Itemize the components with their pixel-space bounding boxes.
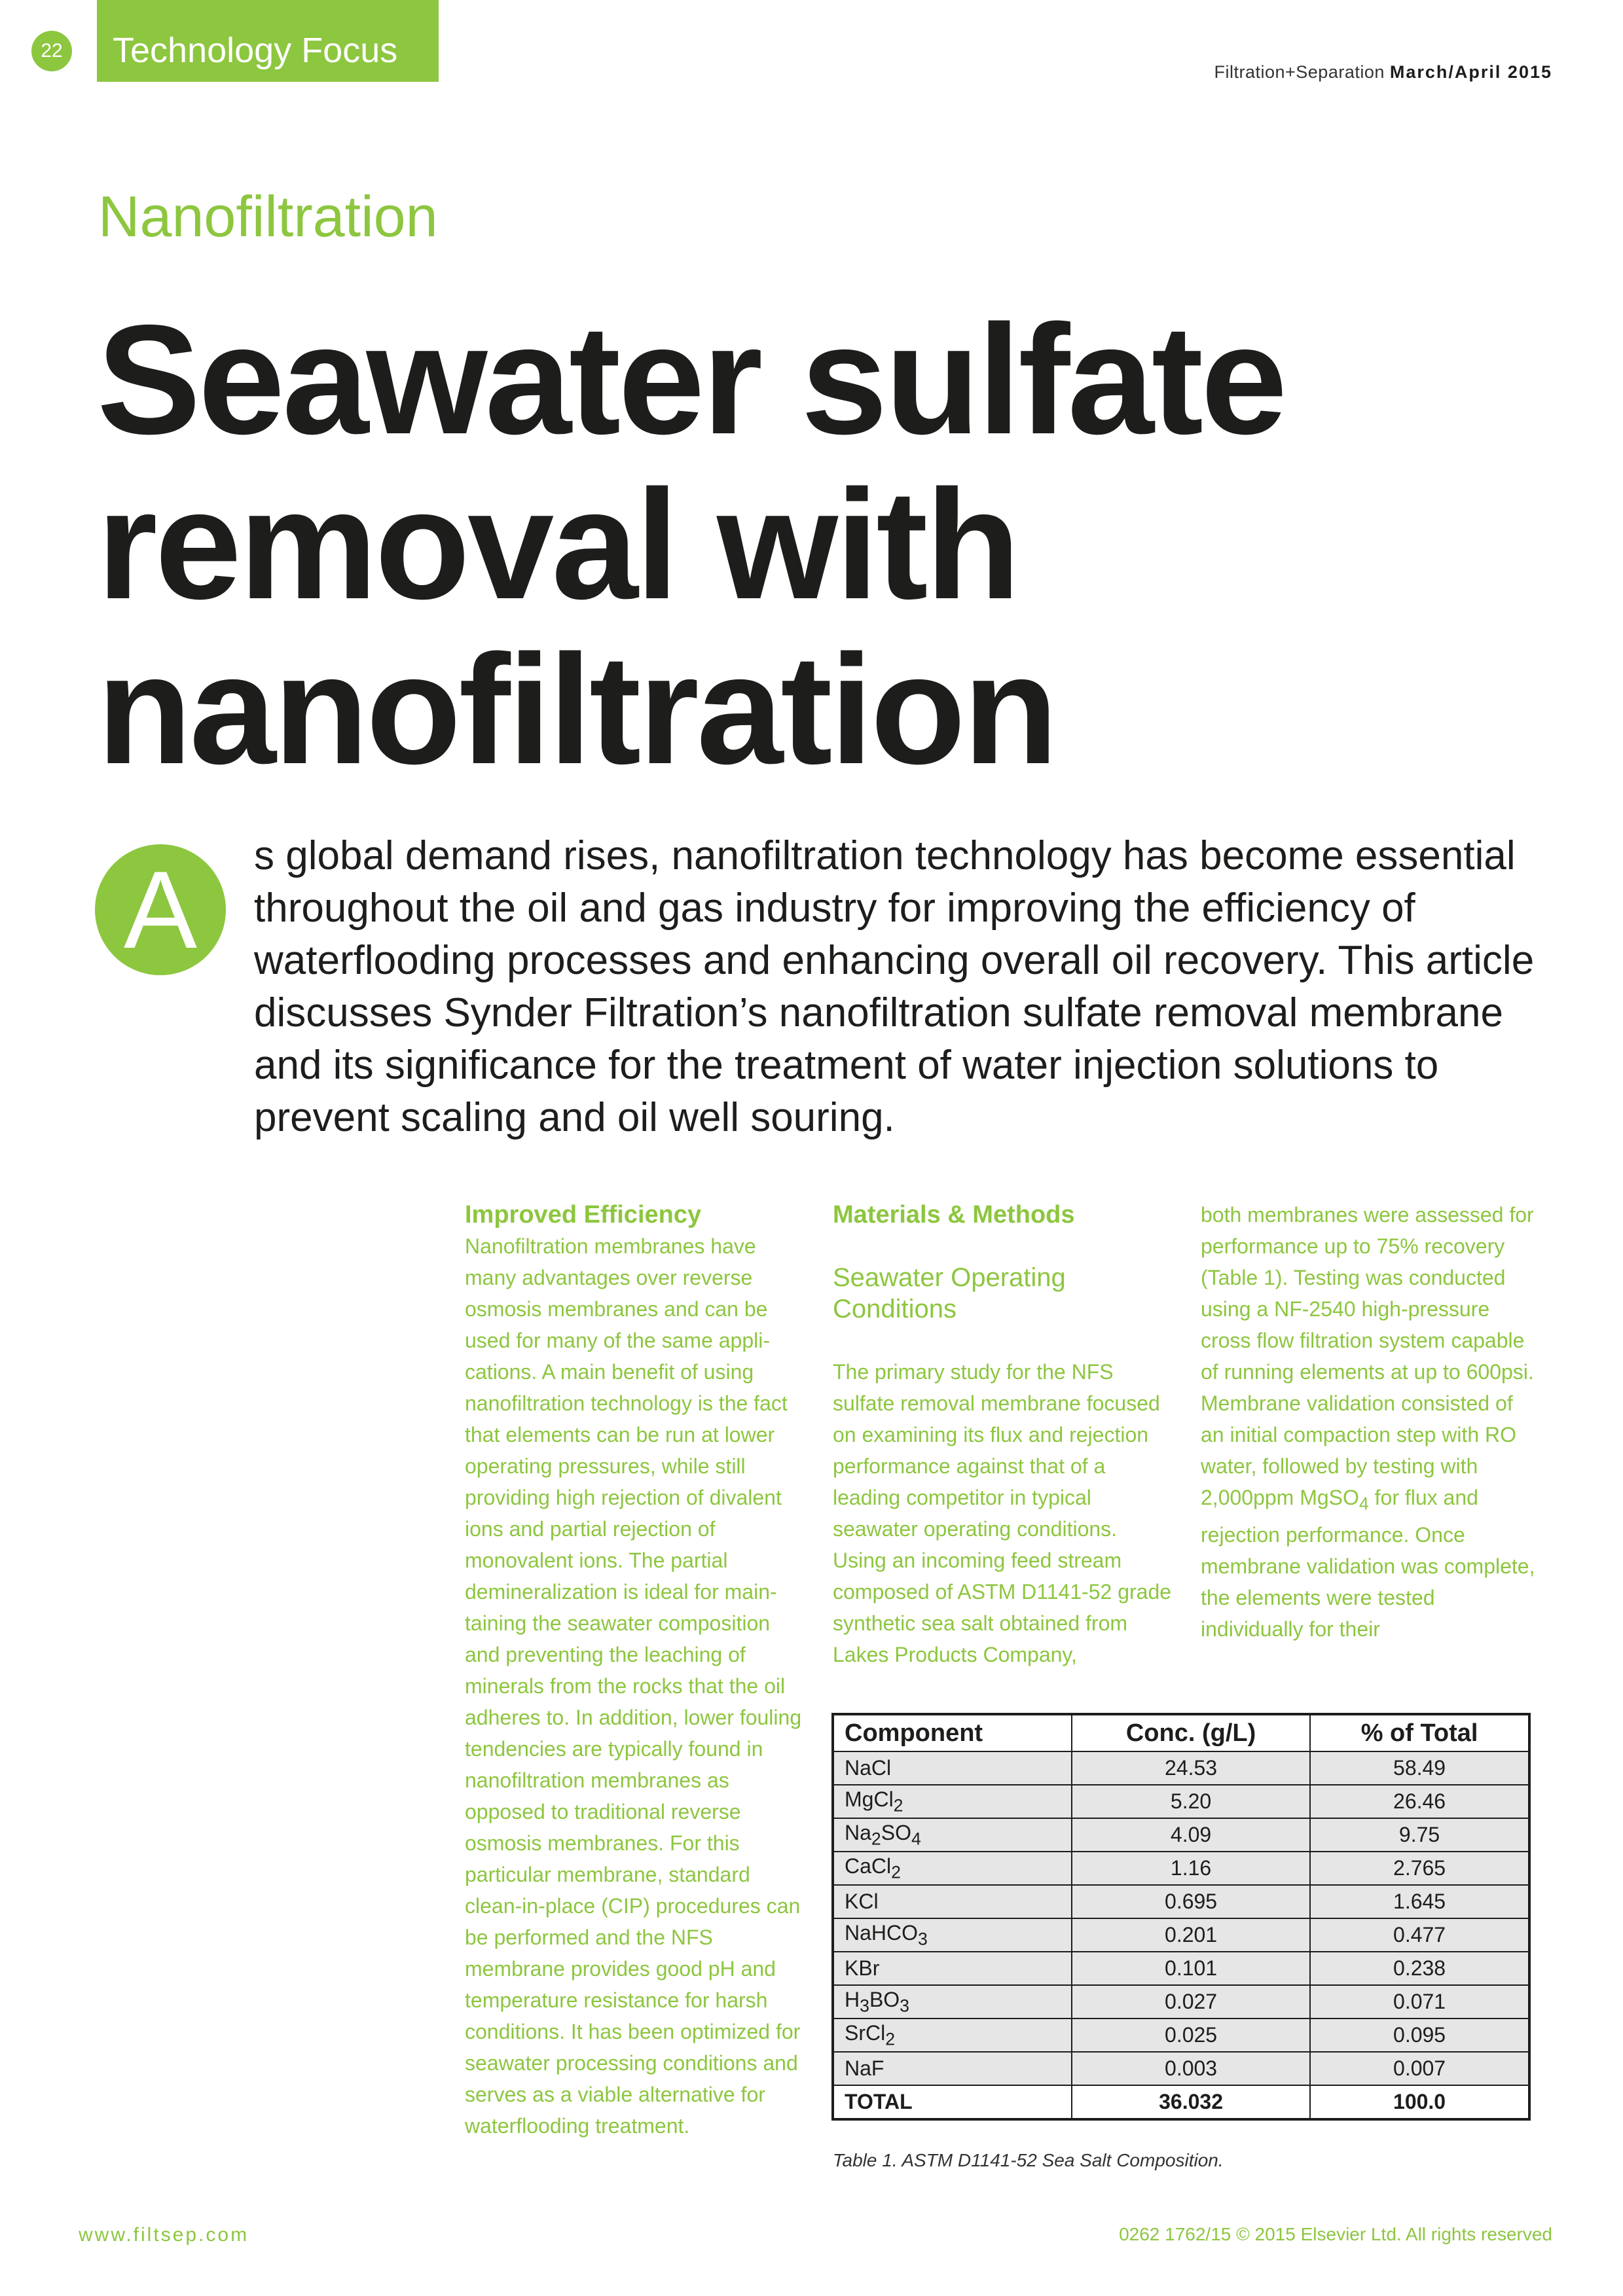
table-row	[833, 2018, 1529, 2052]
formula-subscript: 2	[891, 1862, 901, 1882]
cell-conc: 4.09	[1072, 1818, 1310, 1852]
cell-component	[833, 1785, 1072, 1818]
formula-part: BO	[869, 1987, 900, 2011]
drop-cap: A	[95, 844, 226, 975]
formula-part: H	[845, 1987, 860, 2011]
cell-component	[833, 1885, 1072, 1918]
cell-pct: 0.071	[1310, 1985, 1529, 2018]
total-pct: 100.0	[1310, 2085, 1529, 2119]
header-component: Component	[833, 1714, 1072, 1751]
cell-component	[833, 1751, 1072, 1785]
column-1-body: Nanofiltration membranes have many advantages over reverse osmosis membranes and can be used for many of the same applications. A main benefit of using nanofiltration technology is the fact that elements can be run at lower operating pressures, while still providing high rejection of divalent ions and partial rejection of monovalent ions. The partial demineralization is ideal for maintaining the seawater composition and preventing the leaching of minerals from the rocks that the oil adheres to. In addition, lower fouling tendencies are typically found in nanofiltration membranes as opposed to traditional reverse osmosis membranes. For this particular membrane, standard clean-in-place (CIP) procedures can be performed and the NFS membrane provides good pH and temperature resistance for harsh conditions. It has been optimized for seawater processing conditions and serves as a viable alternative for waterflooding treatment.	[465, 1234, 802, 2138]
column-3-body	[1201, 1199, 1541, 1645]
section-heading-improved-efficiency: Improved Efficiency	[465, 1201, 702, 1229]
section-heading-materials-methods: Materials & Methods	[833, 1201, 1075, 1229]
standfirst: s global demand rises, nanofiltration technology has become essential throughout the oil and gas industry for improving the efficiency of waterflooding processes and enhancing overall oil recovery. This article discusses Synder Filtration’s nanofiltration sulfate removal membrane and its significance for the treatment of water injection solutions to prevent scaling and oil well souring.	[254, 833, 1535, 1140]
cell-pct: 26.46	[1310, 1785, 1529, 1818]
formula-subscript: 2	[893, 1795, 903, 1816]
cell-pct: 0.477	[1310, 1918, 1529, 1952]
cell-conc: 0.695	[1072, 1885, 1310, 1918]
column-3-text-b: for flux and rejection performance. Once membrane validation was complete, the elements were tested individually for their	[1201, 1486, 1535, 1641]
article-kicker: Nanofiltration	[98, 184, 438, 249]
table-row	[833, 1918, 1529, 1952]
table-body	[833, 1751, 1529, 2085]
cell-pct: 0.095	[1310, 2018, 1529, 2052]
formula-part: MgCl	[845, 1787, 894, 1811]
formula-part: SrCl	[845, 2020, 886, 2045]
cell-conc: 1.16	[1072, 1852, 1310, 1885]
page-number-box	[0, 0, 97, 82]
formula-part: NaF	[845, 2056, 884, 2080]
header-pct: % of Total	[1310, 1714, 1529, 1751]
column-2	[833, 1199, 1173, 1670]
formula-part: SO	[881, 1820, 911, 1844]
total-label: TOTAL	[833, 2085, 1072, 2119]
formula-part: NaHCO	[845, 1920, 919, 1945]
cell-component	[833, 2018, 1072, 2052]
formula-part: CaCl	[845, 1854, 892, 1878]
column-1	[465, 1199, 805, 2142]
cell-conc: 5.20	[1072, 1785, 1310, 1818]
formula-subscript: 3	[900, 1996, 909, 2016]
table-row	[833, 1852, 1529, 1885]
cell-component	[833, 1952, 1072, 1985]
cell-pct: 9.75	[1310, 1818, 1529, 1852]
cell-component	[833, 1852, 1072, 1885]
column-3-text-a: both membranes were assessed for performance up to 75% recovery (Table 1). Testing was conducted using a NF-2540 high-pressure cross flow filtration system capable of running elements at up to 600psi. Membrane validation consisted of an initial compaction step with RO water, followed by testing with 2,000ppm MgSO	[1201, 1203, 1534, 1509]
formula-subscript: 2	[871, 1829, 881, 1849]
table-caption: Table 1. ASTM D1141-52 Sea Salt Composition.	[833, 2150, 1224, 2170]
cell-pct: 0.007	[1310, 2052, 1529, 2085]
cell-pct: 58.49	[1310, 1751, 1529, 1785]
table-row	[833, 1818, 1529, 1852]
table-row	[833, 1952, 1529, 1985]
table-row	[833, 1751, 1529, 1785]
formula-part: Na	[845, 1820, 871, 1844]
journal-issue-line	[1214, 62, 1552, 82]
formula-subscript: 2	[885, 2029, 896, 2049]
formula-part: KCl	[845, 1890, 879, 1913]
cell-pct: 1.645	[1310, 1885, 1529, 1918]
footer-url[interactable]: www.filtsep.com	[79, 2224, 249, 2246]
column-3	[1201, 1199, 1541, 1645]
cell-conc: 0.003	[1072, 2052, 1310, 2085]
formula-subscript: 4	[911, 1829, 921, 1849]
cell-component	[833, 1985, 1072, 2018]
page-number: 22	[31, 31, 72, 71]
cell-pct: 2.765	[1310, 1852, 1529, 1885]
journal-name: Filtration+Separation	[1214, 62, 1385, 82]
article-title: Seawater sulfate removal with nanofiltration	[97, 293, 1285, 797]
cell-component	[833, 2052, 1072, 2085]
table-row	[833, 1785, 1529, 1818]
issue-date: March/April 2015	[1389, 62, 1552, 82]
cell-component	[833, 1818, 1072, 1852]
sea-salt-composition-table	[831, 1713, 1531, 2121]
cell-conc: 0.027	[1072, 1985, 1310, 2018]
table-row	[833, 1885, 1529, 1918]
formula-part: KBr	[845, 1956, 880, 1980]
cell-conc: 24.53	[1072, 1751, 1310, 1785]
total-conc: 36.032	[1072, 2085, 1310, 2119]
formula-subscript: 3	[918, 1929, 928, 1949]
cell-conc: 0.201	[1072, 1918, 1310, 1952]
section-label: Technology Focus	[97, 0, 439, 82]
formula-part: NaCl	[845, 1756, 892, 1780]
cell-conc: 0.101	[1072, 1952, 1310, 1985]
formula-subscript: 3	[860, 1996, 869, 2016]
column-2-body: The primary study for the NFS sulfate removal membrane focused on examining its flux and rejection performance against that of a leading competitor in typical seawater operating conditions. Using an incoming feed stream composed of ASTM D1141-52 grade synthetic sea salt obtained from Lakes Products Company,	[833, 1360, 1172, 1666]
cell-conc: 0.025	[1072, 2018, 1310, 2052]
footer-copyright: 0262 1762/15 © 2015 Elsevier Ltd. All rights reserved	[1119, 2224, 1552, 2244]
subheading-seawater-conditions: Seawater Operating Conditions	[833, 1263, 1066, 1323]
header-conc: Conc. (g/L)	[1072, 1714, 1310, 1751]
table-total-row	[833, 2085, 1529, 2119]
table-header-row	[833, 1714, 1529, 1751]
table-row	[833, 1985, 1529, 2018]
table-row	[833, 2052, 1529, 2085]
column-3-subscript: 4	[1359, 1494, 1369, 1514]
cell-pct: 0.238	[1310, 1952, 1529, 1985]
cell-component	[833, 1918, 1072, 1952]
